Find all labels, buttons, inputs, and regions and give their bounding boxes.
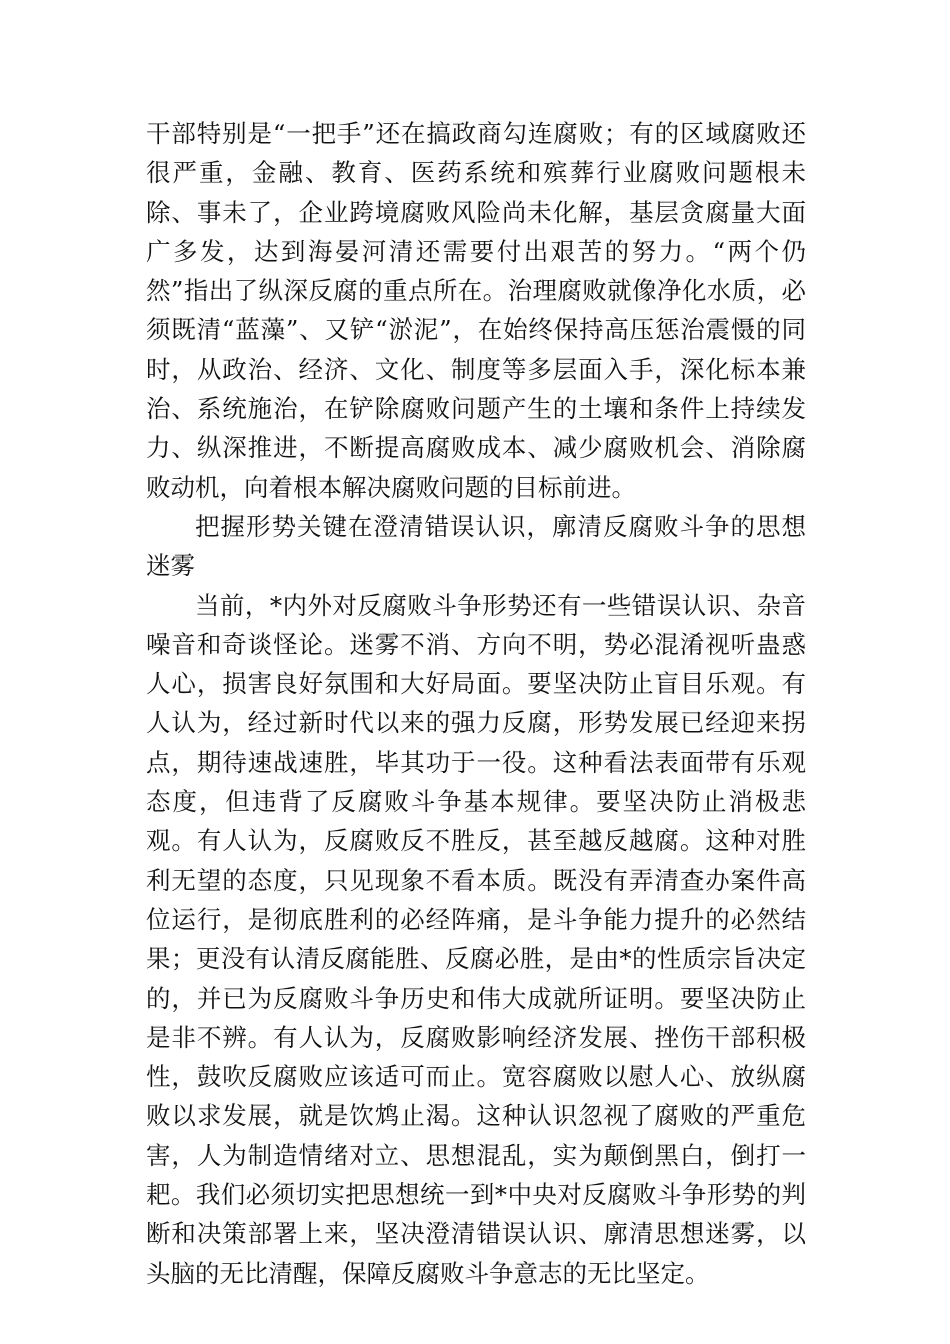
paragraph-body: 当前，*内外对反腐败斗争形势还有一些错误认识、杂音噪音和奇谈怪论。迷雾不消、方向不明，势必混淆视听蛊惑人心，损害良好氛围和大好局面。要坚决防止盲目乐观。有人认为，经过新时代以来的强力反腐，形势发展已经迎来拐点，期待速战速胜，毕其功于一役。这种看法表面带有乐观态度，但违背了反腐败斗争基本规律。要坚决防止消极悲观。有人认为，反腐败反不胜反，甚至越反越腐。这种对胜利无望的态度，只见现象不看本质。既没有弄清查办案件高位运行，是彻底胜利的必经阵痛，是斗争能力提升的必然结果；更没有认清反腐能胜、反腐必胜，是由*的性质宗旨决定的，并已为反腐败斗争历史和伟大成就所证明。要坚决防止是非不辨。有人认为，反腐败影响经济发展、挫伤干部积极性，鼓吹反腐败应该适可而止。宽容腐败以慰人心、放纵腐败以求发展，就是饮鸩止渴。这种认识忽视了腐败的严重危害，人为制造情绪对立、思想混乱，实为颠倒黑白，倒打一耙。我们必须切实把思想统一到*中央对反腐败斗争形势的判断和决策部署上来，坚决澄清错误认识、廓清思想迷雾，以头脑的无比清醒，保障反腐败斗争意志的无比坚定。: [146, 590, 806, 1288]
section-heading: 把握形势关键在澄清错误认识，廓清反腐败斗争的思想迷雾: [146, 511, 806, 581]
paragraph-continuation: 干部特别是“一把手”还在搞政商勾连腐败；有的区域腐败还很严重，金融、教育、医药系统和殡葬行业腐败问题根未除、事未了，企业跨境腐败风险尚未化解，基层贪腐量大面广多发，达到海晏河清还需要付出艰苦的努力。“两个仍然”指出了纵深反腐的重点所在。治理腐败就像净化水质，必须既清“蓝藻”、又铲“淤泥”，在始终保持高压惩治震慑的同时，从政治、经济、文化、制度等多层面入手，深化标本兼治、系统施治，在铲除腐败问题产生的土壤和条件上持续发力、纵深推进，不断提高腐败成本、减少腐败机会、消除腐败动机，向着根本解决腐败问题的目标前进。: [146, 119, 806, 502]
document-body: [146, 114, 806, 1293]
